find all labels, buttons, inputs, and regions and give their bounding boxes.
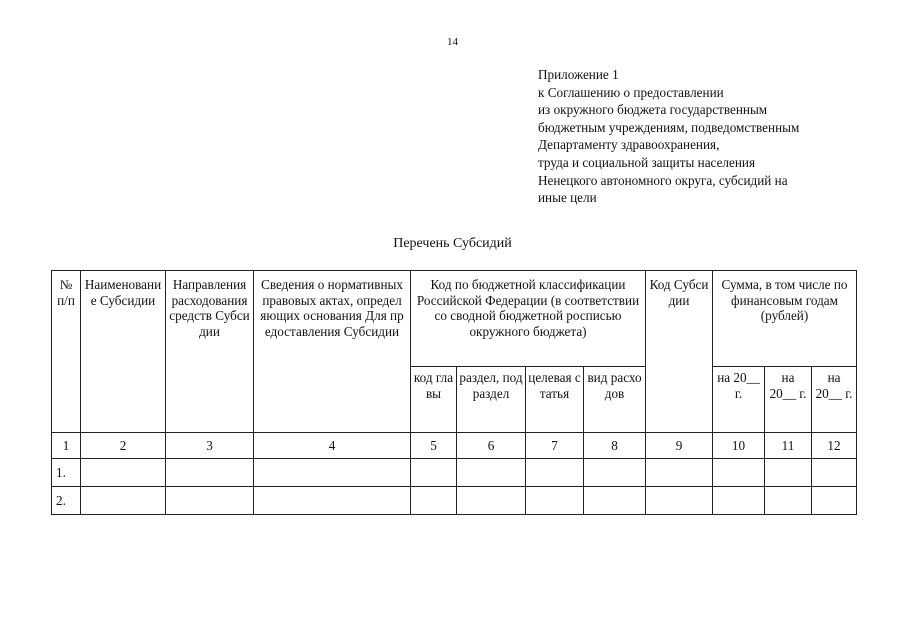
- subsidies-table: [51, 270, 857, 515]
- subheader-cell-section: раздел, подраздел: [457, 367, 526, 433]
- empty-cell: [411, 487, 457, 515]
- empty-cell: [166, 459, 254, 487]
- column-number-cell: 11: [765, 433, 812, 459]
- column-number-cell: 1: [52, 433, 81, 459]
- column-number-cell: 10: [713, 433, 765, 459]
- empty-cell: [765, 459, 812, 487]
- empty-cell: [411, 459, 457, 487]
- empty-cell: [646, 459, 713, 487]
- empty-cell: [812, 487, 857, 515]
- header-cell-direction: Направления расходования средств Субсидии: [166, 271, 254, 433]
- table-row: [52, 487, 857, 515]
- column-number-cell: 3: [166, 433, 254, 459]
- appendix-line: Приложение 1: [538, 67, 619, 82]
- empty-cell: [646, 487, 713, 515]
- subheader-cell-expense: вид расходов: [584, 367, 646, 433]
- document-title: Перечень Субсидий: [393, 236, 512, 251]
- subheader-cell-year-2: на 20__ г.: [765, 367, 812, 433]
- appendix-line: труда и социальной защиты населения: [538, 154, 756, 170]
- appendix-line: Ненецкого автономного округа, субсидий на: [538, 172, 788, 188]
- appendix-line: иные цели: [538, 190, 597, 206]
- empty-cell: [713, 487, 765, 515]
- empty-cell: [526, 459, 584, 487]
- appendix-line: к Соглашению о предоставлении: [538, 84, 724, 100]
- empty-cell: [457, 459, 526, 487]
- column-number-cell: 9: [646, 433, 713, 459]
- column-number-cell: 6: [457, 433, 526, 459]
- subheader-cell-target: целевая статья: [526, 367, 584, 433]
- appendix-line: бюджетным учреждениям, подведомственным: [538, 119, 800, 135]
- appendix-line: Департаменту здравоохранения,: [538, 137, 720, 153]
- empty-cell: [584, 459, 646, 487]
- header-cell-no: № п/п: [52, 271, 81, 433]
- empty-cell: [765, 487, 812, 515]
- header-cell-subsidy-code: Код Субсидии: [646, 271, 713, 433]
- empty-cell: [254, 459, 411, 487]
- appendix-block: [538, 66, 799, 207]
- header-cell-budget-code: Код по бюджетной классификации Российской Федерации (в соответствии со сводной бюджетной росписью окружного бюджета): [411, 271, 646, 367]
- empty-cell: [166, 487, 254, 515]
- empty-cell: [457, 487, 526, 515]
- header-cell-name: Наименование Субсидии: [81, 271, 166, 433]
- column-number-row: [52, 433, 857, 459]
- empty-cell: [713, 459, 765, 487]
- row-number-cell: 2.: [52, 487, 81, 515]
- empty-cell: [584, 487, 646, 515]
- empty-cell: [812, 459, 857, 487]
- empty-cell: [81, 459, 166, 487]
- column-number-cell: 2: [81, 433, 166, 459]
- empty-cell: [254, 487, 411, 515]
- page-number: 14: [447, 36, 458, 48]
- column-number-cell: 4: [254, 433, 411, 459]
- subheader-cell-chapter: код главы: [411, 367, 457, 433]
- column-number-cell: 5: [411, 433, 457, 459]
- column-number-cell: 7: [526, 433, 584, 459]
- column-number-cell: 12: [812, 433, 857, 459]
- empty-cell: [81, 487, 166, 515]
- header-cell-legal-acts: Сведения о нормативных правовых актах, определяющих основания Для предоставления Субсидии: [254, 271, 411, 433]
- header-cell-sum: Сумма, в том числе по финансовым годам (рублей): [713, 271, 857, 367]
- column-number-cell: 8: [584, 433, 646, 459]
- subheader-cell-year-1: на 20__ г.: [713, 367, 765, 433]
- subheader-cell-year-3: на 20__ г.: [812, 367, 857, 433]
- empty-cell: [526, 487, 584, 515]
- appendix-line: из окружного бюджета государственным: [538, 102, 768, 118]
- row-number-cell: 1.: [52, 459, 81, 487]
- table-row: [52, 459, 857, 487]
